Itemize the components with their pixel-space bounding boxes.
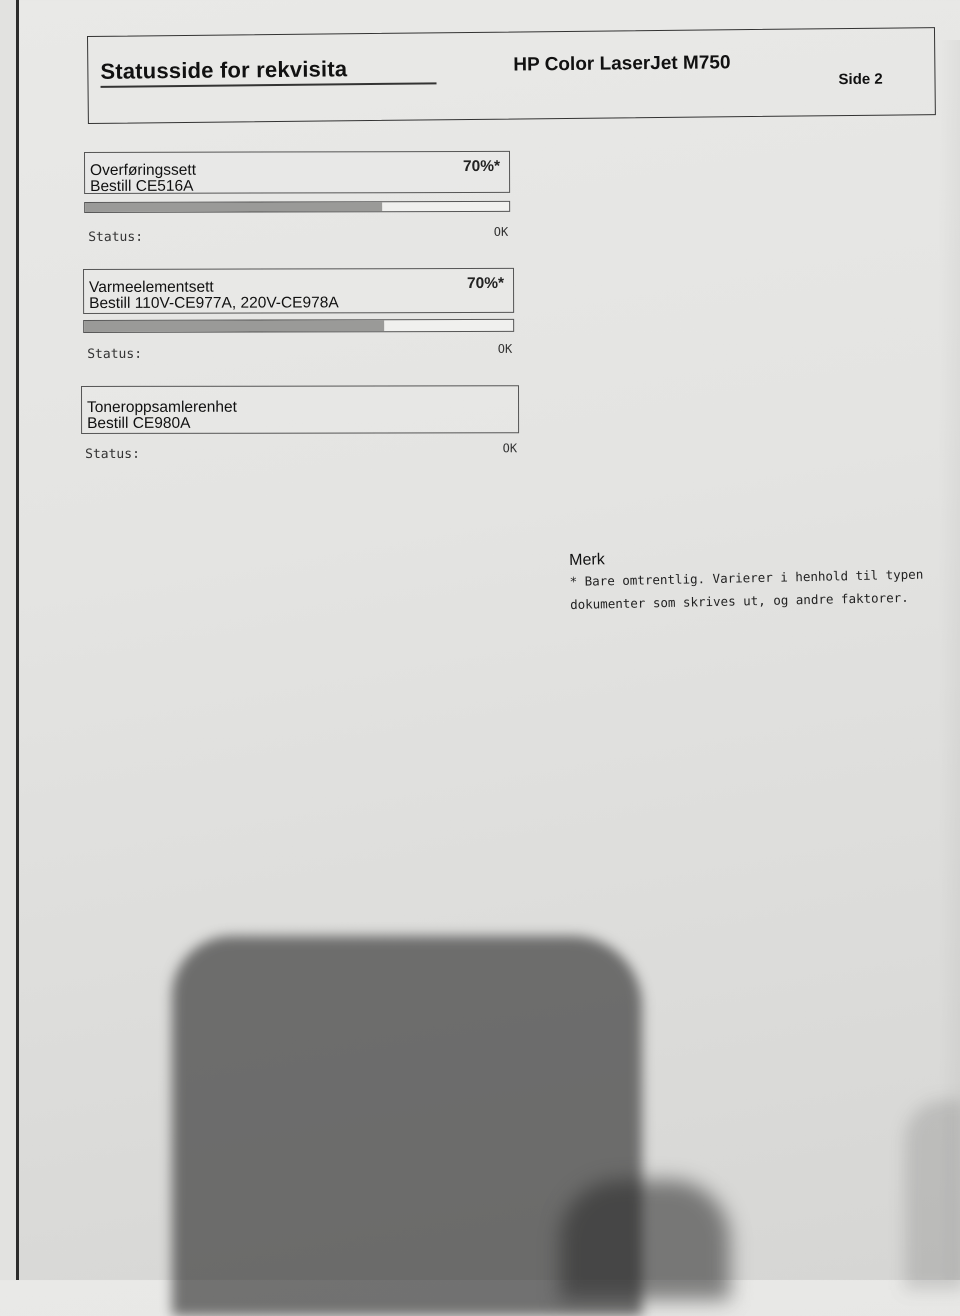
supply-order-number: Bestill CE980A [87,414,191,432]
supply-level-gauge [83,319,514,333]
supply-level-fill [85,202,382,212]
status-label: Status: [88,229,144,245]
status-label: Status: [87,346,143,362]
supply-transfer-kit [84,151,510,245]
supply-toner-collection-unit [81,385,519,466]
status-label: Status: [85,446,140,462]
note-line-2: dokumenter som skrives ut, og andre faktorer. [569,589,909,612]
supply-percent: 70%* [462,157,501,176]
printer-model: HP Color LaserJet M750 [513,52,731,76]
page-number: Side 2 [838,70,883,89]
status-value: OK [497,341,513,356]
supply-box [84,151,510,194]
supply-name: Toneroppsamlerenhet [87,398,237,416]
supply-order-number: Bestill 110V-CE977A, 220V-CE978A [89,294,339,312]
note-line-1: * Bare omtrentlig. Varierer i henhold til typen [569,566,924,589]
supply-name: Varmeelementsett [89,278,214,296]
supply-level-gauge [84,201,510,213]
supply-fuser-kit [83,268,514,361]
supply-level-fill [84,320,384,332]
page-title: Statusside for rekvisita [100,56,348,84]
paper-left-rule [16,0,19,1280]
hand-shadow-tail [560,1180,730,1300]
paper-right-edge [938,40,960,1280]
note-section [569,544,930,616]
status-value: OK [502,441,518,456]
supply-box [81,385,519,434]
paper-left-edge [0,0,16,1280]
edge-shadow [905,1100,960,1290]
supply-percent: 70%* [466,274,505,292]
note-title: Merk [569,551,605,569]
supply-name: Overføringssett [90,161,197,179]
supply-box [83,268,514,314]
report-header [87,27,936,124]
status-value: OK [493,224,509,239]
supply-order-number: Bestill CE516A [90,177,194,195]
